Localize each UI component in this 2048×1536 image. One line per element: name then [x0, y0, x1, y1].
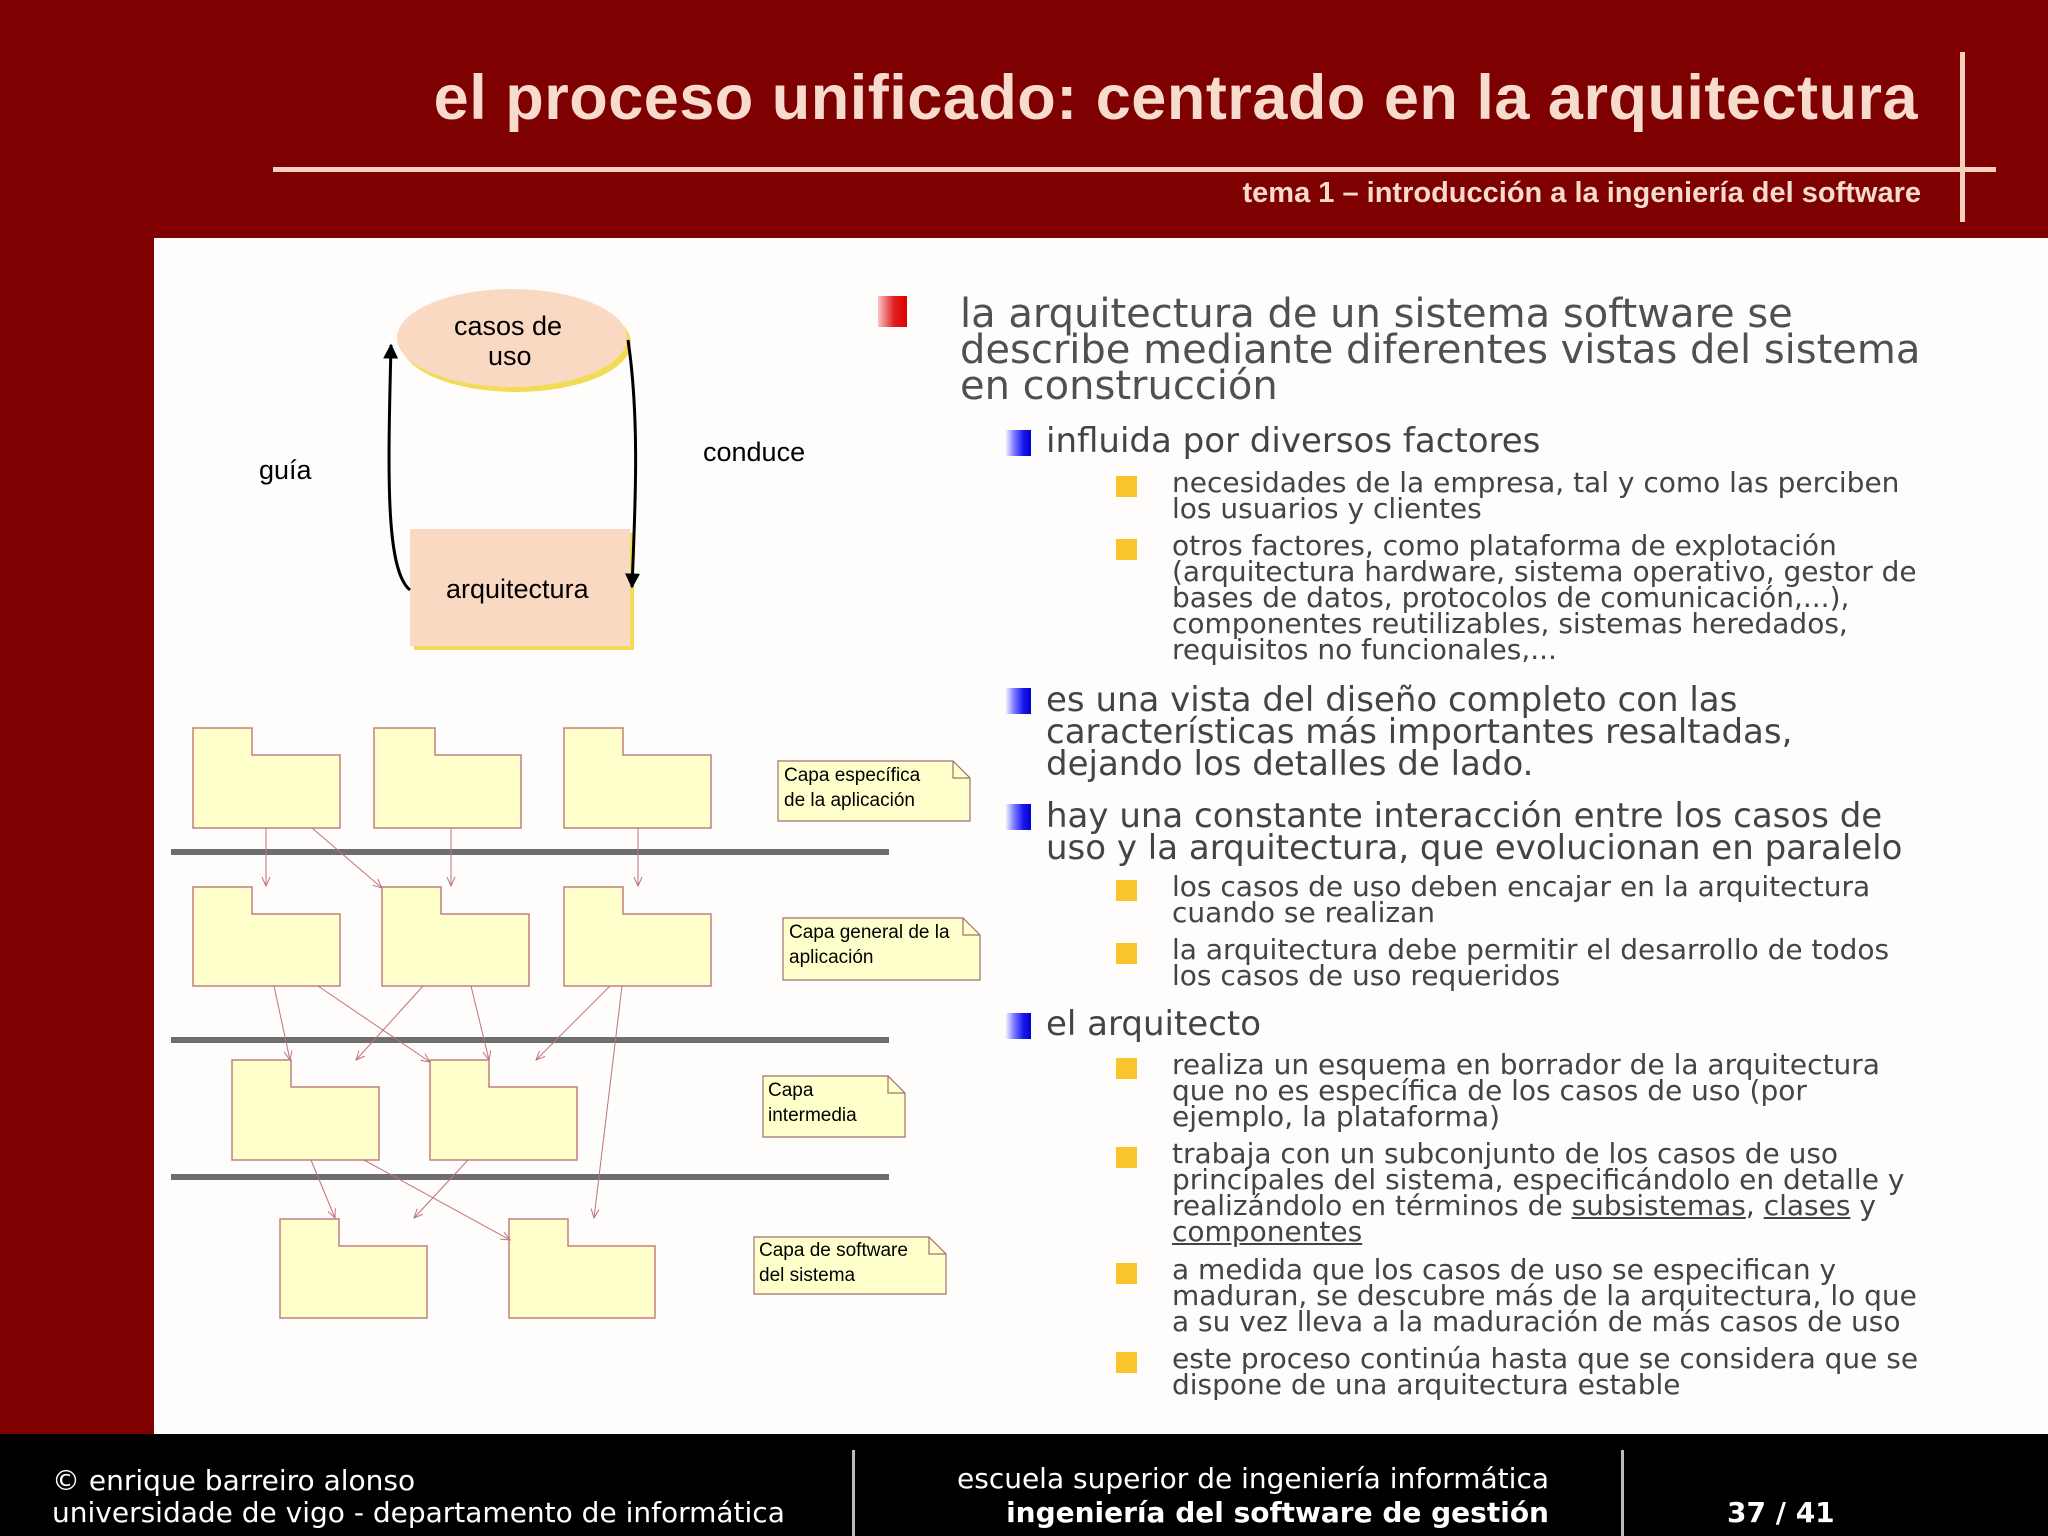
slide-subtitle: tema 1 – introducción a la ingeniería del software	[1242, 177, 1921, 209]
package-folder	[564, 728, 711, 828]
main-bullet-marker	[878, 296, 907, 327]
layer-separator	[171, 1174, 889, 1180]
dependency-arrow	[364, 1160, 510, 1240]
use-case-label-line2: uso	[488, 341, 532, 371]
layer-note-label: Capa intermedia	[768, 1080, 857, 1126]
package-folder	[193, 728, 340, 828]
slide-title: el proceso unificado: centrado en la arquitectura	[433, 63, 1918, 133]
bullet-marker	[1005, 1013, 1031, 1039]
sub-bullet-marker	[1116, 1352, 1137, 1373]
dependency-arrow	[356, 986, 423, 1060]
dependency-arrow	[311, 1160, 335, 1218]
dependency-arrow	[414, 1160, 468, 1218]
clases-link[interactable]: clases	[1763, 1189, 1851, 1222]
package-folder	[374, 728, 521, 828]
layer-separator	[171, 849, 889, 855]
footer-department: universidade de vigo - departamento de informática	[52, 1496, 785, 1529]
layer-note-label: Capa específica de la aplicación	[784, 765, 921, 811]
subsistemas-link[interactable]: subsistemas	[1571, 1189, 1746, 1222]
sub-bullet-text: realiza un esquema en borrador de la arquitectura que no es específica de los casos de uso (por ejemplo, la plataforma)	[1172, 1048, 1880, 1133]
sub-bullet-text: este proceso continúa hasta que se considera que se dispone de una arquitectura estable	[1172, 1342, 1919, 1401]
footer-divider	[1621, 1450, 1624, 1536]
dependency-arrow	[312, 828, 382, 888]
conduce-label: conduce	[703, 437, 806, 467]
sub-bullet-text: trabaja con un subconjunto de los casos de uso principales del sistema, especificándolo en detalle y realizándolo en términos de subsistemas, clases y componentes	[1172, 1137, 1905, 1248]
sub-bullet-text: la arquitectura debe permitir el desarrollo de todos los casos de uso requeridos	[1172, 933, 1890, 992]
guia-label: guía	[259, 455, 312, 485]
sub-bullet-text: a medida que los casos de uso se especifican y maduran, se descubre más de la arquitectura, lo que a su vez lleva a la maduración de más casos de uso	[1172, 1253, 1917, 1338]
sub-bullet-marker	[1116, 539, 1137, 560]
dependency-arrow	[274, 986, 290, 1060]
bullet-text: el arquitecto	[1046, 1004, 1262, 1044]
sub-bullet-text: necesidades de la empresa, tal y como las perciben los usuarios y clientes	[1172, 466, 1900, 525]
footer-author: © enrique barreiro alonso	[52, 1464, 416, 1497]
footer-divider	[852, 1450, 855, 1536]
dependency-arrow	[594, 986, 622, 1218]
bullet-text: influida por diversos factores	[1046, 421, 1541, 461]
package-folder	[564, 887, 711, 986]
bullet-marker	[1005, 804, 1031, 830]
footer-course: ingeniería del software de gestión	[1006, 1496, 1549, 1529]
dependency-arrow	[471, 986, 489, 1060]
page-number: 37 / 41	[1727, 1496, 1835, 1529]
bullet-marker	[1005, 688, 1031, 714]
sub-bullet-marker	[1116, 1058, 1137, 1079]
guia-arrow	[389, 345, 410, 590]
use-case-label: casos de	[454, 311, 563, 341]
sub-bullet-text: otros factores, como plataforma de explotación (arquitectura hardware, sistema operativo, gestor de bases de datos, protocolos de comunicación,...), componentes reutilizables, sistemas heredados, requisitos no funcionales,...	[1172, 529, 1917, 666]
package-folder	[193, 887, 340, 986]
sub-bullet-marker	[1116, 476, 1137, 497]
package-folder	[280, 1219, 427, 1318]
bullet-text: hay una constante interacción entre los casos de uso y la arquitectura, que evolucionan en paralelo	[1046, 796, 1903, 868]
package-folder	[382, 887, 529, 986]
sub-bullet-marker	[1116, 880, 1137, 901]
sub-bullet-marker	[1116, 943, 1137, 964]
dependency-arrow	[536, 986, 610, 1060]
footer-school: escuela superior de ingeniería informática	[957, 1462, 1549, 1495]
sub-bullet-marker	[1116, 1147, 1137, 1168]
layer-note-label: Capa general de la aplicación	[789, 922, 950, 968]
layer-separator	[171, 1037, 889, 1043]
bullet-text: es una vista del diseño completo con las características más importantes resaltadas, dejando los detalles de lado.	[1046, 680, 1793, 784]
architecture-label: arquitectura	[446, 574, 589, 604]
sub-bullet-marker	[1116, 1263, 1137, 1284]
package-folder	[232, 1060, 379, 1160]
main-bullet-text: la arquitectura de un sistema software se describe mediante diferentes vistas del sistema en construcción	[960, 291, 1921, 409]
layer-note-label: Capa de software del sistema	[759, 1240, 908, 1286]
sub-bullet-text: los casos de uso deben encajar en la arquitectura cuando se realizan	[1172, 870, 1871, 929]
componentes-link[interactable]: componentes	[1172, 1215, 1363, 1248]
package-folder	[430, 1060, 577, 1160]
bullet-marker	[1005, 430, 1031, 456]
package-folder	[509, 1219, 655, 1318]
